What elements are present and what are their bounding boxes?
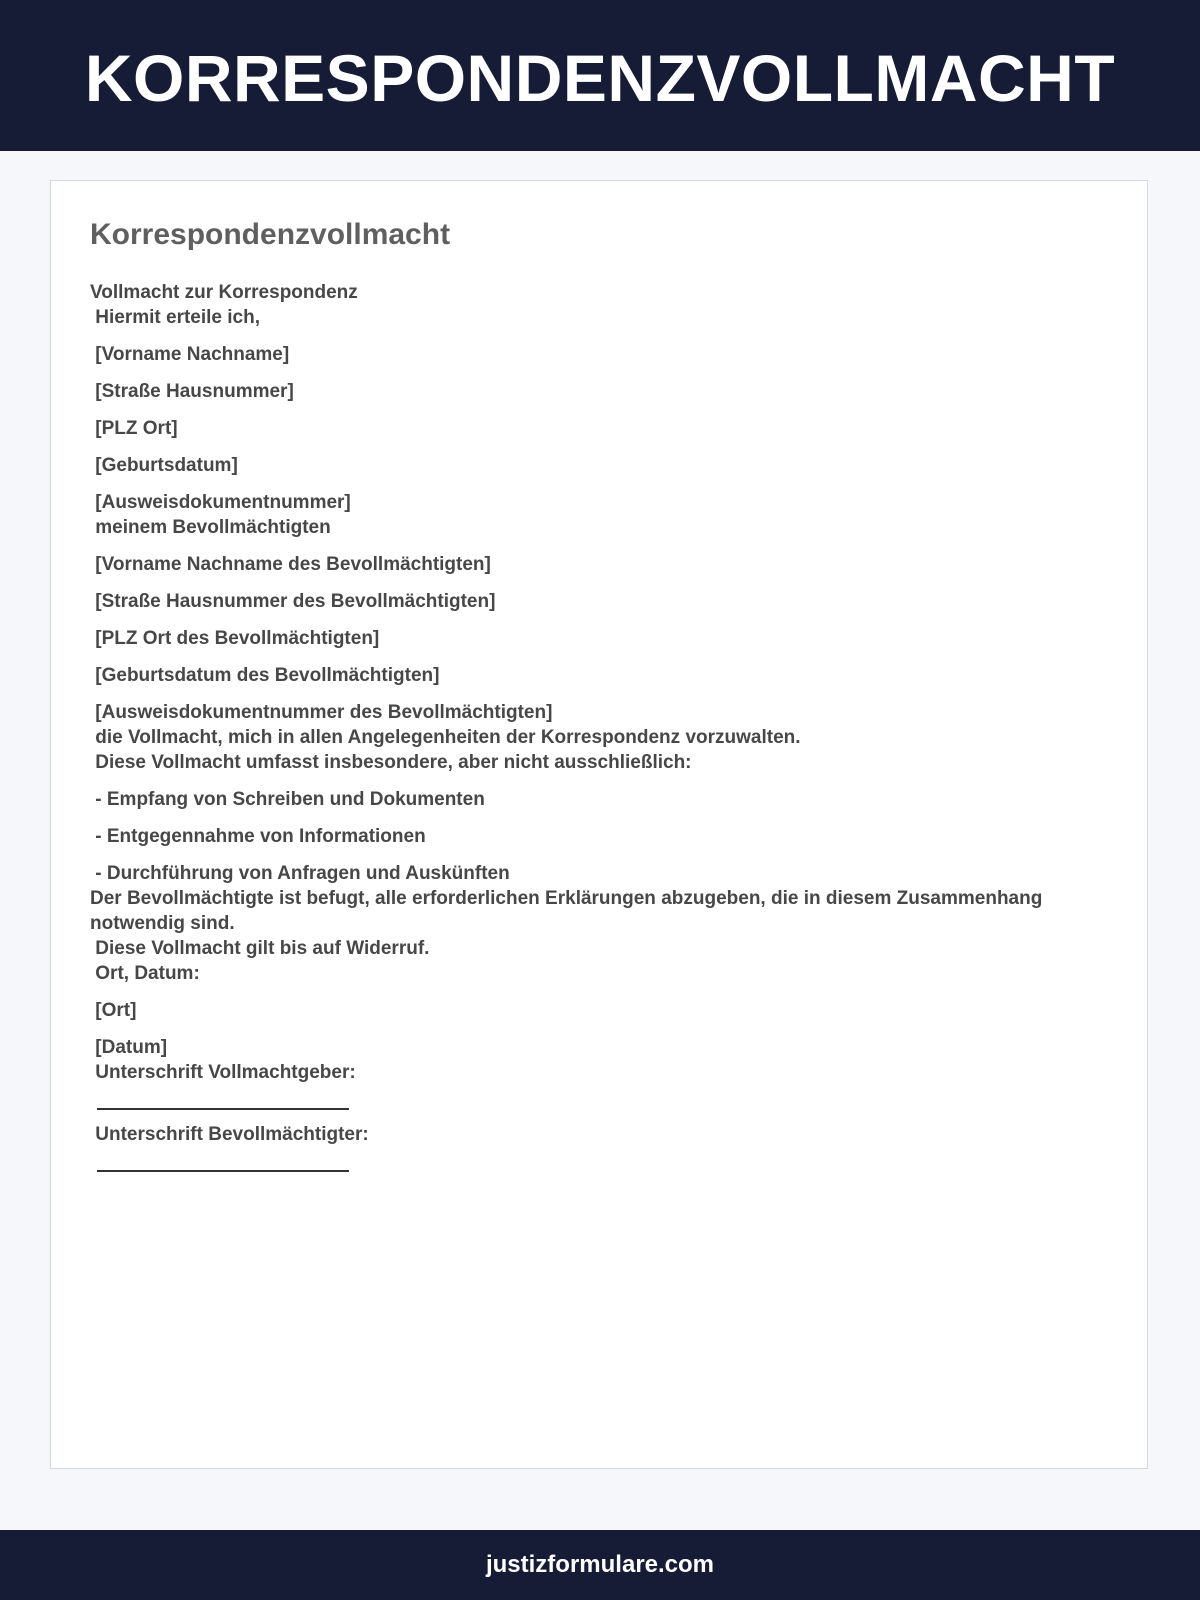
grantor-name-placeholder: [Vorname Nachname] — [90, 344, 290, 365]
grantor-birthdate-placeholder: [Geburtsdatum] — [90, 455, 238, 476]
footer-site-name: justizformulare.com — [485, 1551, 715, 1578]
signature-line-grantor — [97, 1108, 349, 1110]
validity-line: Diese Vollmacht gilt bis auf Widerruf. — [90, 938, 430, 959]
page-header — [0, 0, 1200, 151]
page-footer — [0, 1530, 1200, 1600]
intro-line: Hiermit erteile ich, — [90, 307, 261, 328]
scope-item: - Entgegennahme von Informationen — [90, 826, 426, 847]
place-placeholder: [Ort] — [90, 1000, 137, 1021]
grantor-city-placeholder: [PLZ Ort] — [90, 418, 178, 439]
document-body — [90, 280, 1100, 1172]
date-placeholder: [Datum] — [90, 1037, 168, 1058]
agent-intro-line: meinem Bevollmächtigten — [90, 517, 331, 538]
scope-line: die Vollmacht, mich in allen Angelegenheiten der Korrespondenz vorzuwalten. — [90, 727, 801, 748]
signature-agent-label: Unterschrift Bevollmächtigter: — [90, 1124, 369, 1145]
scope-detail-line: Diese Vollmacht umfasst insbesondere, aber nicht ausschließlich: — [90, 752, 692, 773]
place-date-label: Ort, Datum: — [90, 963, 200, 984]
agent-birthdate-placeholder: [Geburtsdatum des Bevollmächtigten] — [90, 665, 440, 686]
signature-grantor-label: Unterschrift Vollmachtgeber: — [90, 1062, 356, 1083]
heading-line: Vollmacht zur Korrespondenz — [90, 282, 358, 303]
grantor-id-placeholder: [Ausweisdokumentnummer] — [90, 492, 351, 513]
page-title: KORRESPONDENZVOLLMACHT — [84, 40, 1116, 115]
document-card — [50, 180, 1148, 1469]
signature-line-agent — [97, 1170, 349, 1172]
agent-id-placeholder: [Ausweisdokumentnummer des Bevollmächtigten] — [90, 702, 553, 723]
scope-item: - Durchführung von Anfragen und Auskünften — [90, 863, 510, 884]
document-title: Korrespondenzvollmacht — [90, 218, 451, 251]
agent-city-placeholder: [PLZ Ort des Bevollmächtigten] — [90, 628, 380, 649]
agent-street-placeholder: [Straße Hausnummer des Bevollmächtigten] — [90, 591, 496, 612]
grantor-street-placeholder: [Straße Hausnummer] — [90, 381, 294, 402]
scope-item: - Empfang von Schreiben und Dokumenten — [90, 789, 485, 810]
agent-name-placeholder: [Vorname Nachname des Bevollmächtigten] — [90, 554, 491, 575]
authority-paragraph: Der Bevollmächtigte ist befugt, alle erforderlichen Erklärungen abzugeben, die in diesem Zusammenhang notwendig sind. — [90, 888, 1043, 934]
